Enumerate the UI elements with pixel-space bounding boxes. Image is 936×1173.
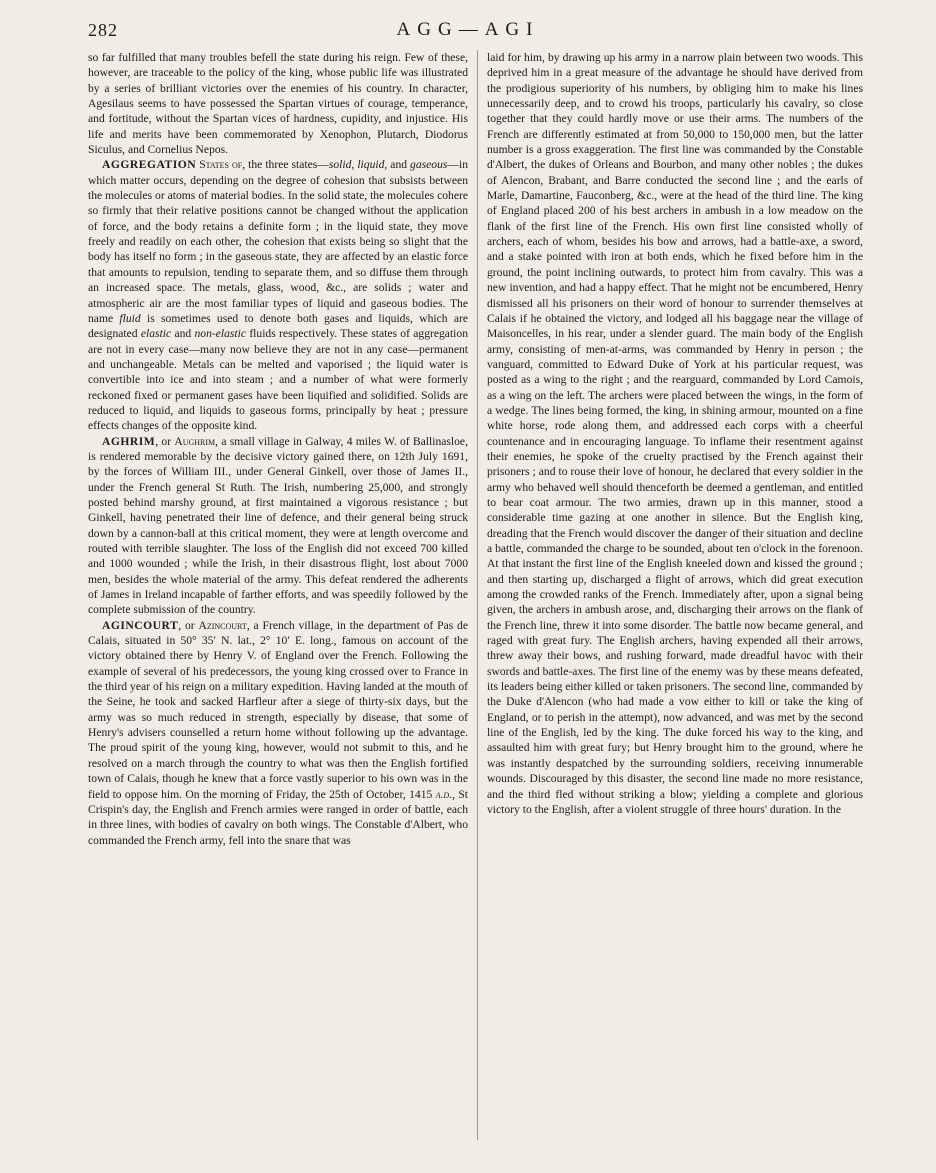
variant-azincourt: Azincourt <box>198 618 247 632</box>
era-label: a.d. <box>435 787 453 801</box>
term-italic: fluid <box>119 311 141 325</box>
headword-aggregation: AGGREGATION <box>102 158 197 172</box>
entry-text: , or <box>155 434 175 448</box>
right-column <box>487 50 863 817</box>
entry-text: , and <box>384 158 411 172</box>
entry-text: , St Crispin's day, the English and French armies were ranged in order of battle, each in three lines, with bodies of cavalry on both wings. The Constable d'Albert, who commanded the French army, fell into the snare that was <box>88 787 468 847</box>
page-number: 282 <box>88 20 118 40</box>
entry-text: , a small village in Galway, 4 miles W. of Ballinasloe, is rendered memorable by the decisive victory gained there, on 12th July 1691, by the forces of William III., under General Ginkell, over those of James II., under the French general St Ruth. The Irish, numbering 25,000, and strongly posted behind marshy ground, at first maintained a vigorous resistance ; but Ginkell, having penetrated their line of defence, and their general being struck down by a cannon-ball at this critical moment, they were at length overcome and routed with terrible slaughter. The loss of the English did not exceed 700 killed and 1000 wounded ; while the Irish, in their disastrous flight, lost about 7000 men, besides the whole material of the army. This defeat rendered the adherents of James in Ireland incapable of farther efforts, and was speedily followed by the complete submission of the country. <box>88 434 468 617</box>
entry-text: , the three states— <box>242 158 329 172</box>
term-italic: gaseous <box>410 158 448 172</box>
entry-text: is sometimes used to denote both gases and liquids, which are designated <box>88 311 468 341</box>
running-head: AGG—AGI <box>396 19 540 40</box>
headword-agincourt: AGINCOURT <box>102 618 179 632</box>
agesilaus-continuation: so far fulfilled that many troubles befell the state during his reign. Few of these, however, are traceable to the policy of the king, whose public life was illustrated by a series of brilliant victories over the enemies of his country. In character, Agesilaus seems to have possessed the Spartan virtues of courage, temperance, and fortitude, without the Spartan vices of hardness, cupidity, and injustice. His life and merits have been commemorated by Xenophon, Plutarch, Diodorus Siculus, and Cornelius Nepos. <box>88 51 468 157</box>
entry-text: —in which matter occurs, depending on the degree of cohesion that subsists between the molecules or atoms of material bodies. In the solid state, the molecules cohere so firmly that their relative positions cannot be changed without the application of force, and the body retains a definite form ; in the liquid state, they move freely and readily on each other, the cohesion that exists being so slight that the body has itself no form ; in the gaseous state, they are affected by an elastic force that amounts to repulsion, tending to separate them, and so diffuse them through an increased space. The metals, glass, wood, &c., are solids ; water and atmospheric air are the most familiar types of liquid and gaseous bodies. The name <box>88 158 469 325</box>
entry-label: States of <box>199 158 243 172</box>
entry-text: , <box>351 158 358 172</box>
entry-text: , a French village, in the department of Pas de Calais, situated in 50° 35′ N. lat., 2° 10′ E. long., famous on account of the victory obtained there by Henry V. of England over the French. Following the example of several of his predecessors, the young king crossed over to France in the third year of his reign on a military expedition. Having landed at the mouth of the Seine, he took and sacked Harfleur after a siege of thirty-six days, but the army was so much reduced in strength, especially by disease, that some of Henry's advisers counselled a return home without following up the advantage. The proud spirit of the young king, however, would not submit to this, and he resolved on a march through the country to what was then the English fortified town of Calais, though he knew that a force vastly superior to his own was in the field to oppose him. On the morning of Friday, the 25th of October, 1415 <box>88 618 468 801</box>
variant-aughrim: Aughrim <box>174 434 216 448</box>
term-italic: liquid <box>357 158 385 172</box>
left-column <box>88 50 468 848</box>
entry-agincourt <box>88 618 468 848</box>
entry-aggregation <box>88 157 468 433</box>
entry-text: , or <box>178 618 199 632</box>
entry-aghrim <box>88 434 468 618</box>
agincourt-continuation: laid for him, by drawing up his army in a narrow plain between two woods. This deprived him in a great measure of the advantage he should have derived from the prodigious superiority of his numbers, by obliging him to make his lines unnecessarily deep, and to crowd his troops, particularly his cavalry, so close together that they could hardly move or use their arms. The numbers of the French are differently estimated at from 50,000 to 150,000 men, but the latter number is a gross exaggeration. The first line was commanded by the Constable d'Albert, the dukes of Orleans and Bourbon, and many other nobles ; the dukes of Alencon, Brabant, and Barre conducted the second line ; and the earls of Marle, Damartine, Fauconberg, &c., were at the head of the third line. The king of England placed 200 of his best archers in ambush in a low meadow on the flank of the first line of the French. His own first line consisted wholly of archers, each of whom, besides his bow and arrows, had a battle-axe, a sword, and a stake pointed with iron at both ends, which he fixed before him in the ground, the point inclining outwards, to protect him from cavalry. This was a new invention, and had a happy effect. That he might not be encumbered, Henry dismissed all his prisoners on their word of honour to surrender themselves at Calais if he obtained the victory, and lodged all his baggage near the village of Maisoncelles, in his rear, under a slender guard. The main body of the English army, consisting of men-at-arms, was commanded by Henry in person ; the vanguard, committed to Edward Duke of York at his particular request, was posted as a wing to the right ; and the rearguard, commanded by Lord Camois, as a wing on the left. The archers were placed between the wings, in the form of a wedge. The lines being formed, the king, in shining armour, mounted on a fine white horse, rode along them, and addressed each corps with a cheerful countenance and in encouraging language. To inflame their resentment against their enemies, he spoke of the cruelty practised by the French against their prisoners ; and to rouse their love of honour, he declared that every soldier in the army who behaved well should thenceforth be deemed a gentleman, and entitled to bear coat armour. The two armies, drawn up in this manner, stood a considerable time gazing at one another in silence. But the English king, dreading that the French would discover the danger of their situation and decline a battle, commanded the charge to be sounded, about ten o'clock in the forenoon. At that instant the first line of the English kneeled down and kissed the ground ; and then starting up, discharged a flight of arrows, which did great execution among the crowded ranks of the French. Immediately after, upon a signal being given, the archers in ambush arose, and, discharging their arrows on the flank of the French line, threw it into some disorder. The battle now became general, and raged with great fury. The English archers, having expended all their arrows, threw away their bows, and rushing forward, made dreadful havoc with their swords and battle-axes. The first line of the enemy was by these means defeated, its leaders being either killed or taken prisoners. The second line, commanded by the Duke d'Alencon (who had made a vow either to kill or take the king of England, or to perish in the attempt), now advanced, and was met by the second line of the English, led by the king. The duke forced his way to the king, and assaulted him with great fury; but Henry brought him to the ground, where he was instantly despatched by the surrounding soldiers, receiving innumerable wounds. Discouraged by this disaster, the second line made no more resistance, and the third fled without striking a blow; yielding a complete and glorious victory to the English, after a violent struggle of three hours' duration. In the <box>487 51 863 816</box>
term-italic: solid <box>328 158 352 172</box>
column-divider <box>477 50 478 1140</box>
entry-text: and <box>171 327 195 341</box>
term-italic: non-elastic <box>194 327 247 341</box>
headword-aghrim: AGHRIM <box>102 434 156 448</box>
term-italic: elastic <box>140 327 172 341</box>
entry-text: fluids respectively. These states of aggregation are not in every case—many now believe they are not in any case—permanent and unchangeable. Metals can be melted and vaporised ; the liquid water is convertible into ice and into steam ; and a number of what were formerly reckoned fixed or permanent gases have been liquified and solidified. Solids are reduced to liquid, and liquids to gaseous forms, principally by heat ; pressure effects changes of the opposite kind. <box>88 327 468 433</box>
